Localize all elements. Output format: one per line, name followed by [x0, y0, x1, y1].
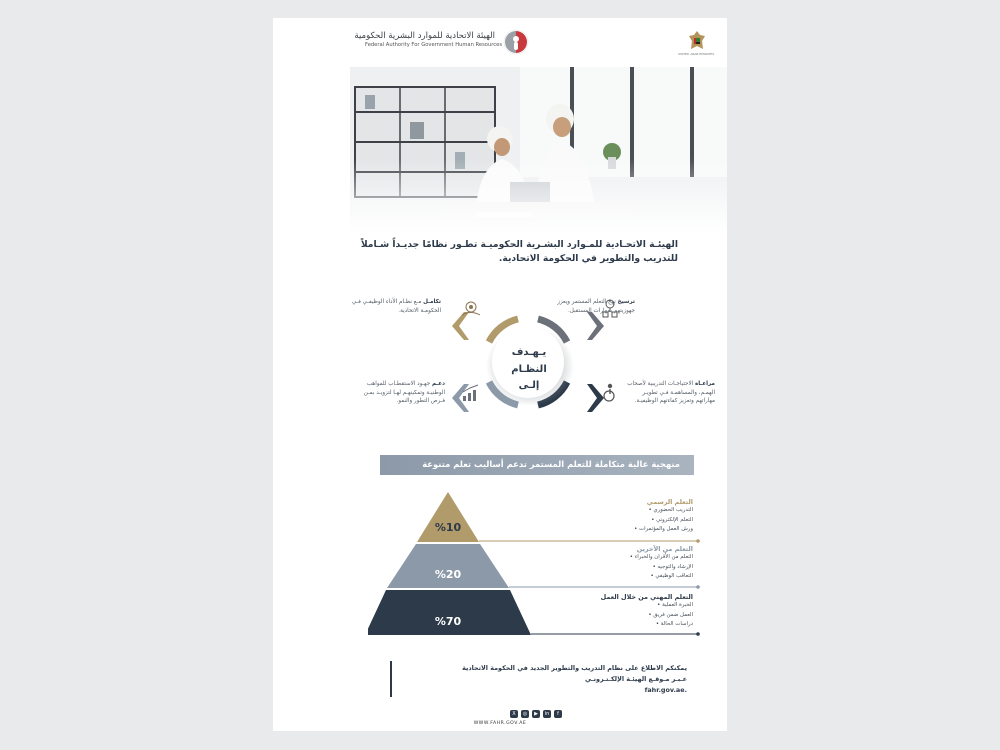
tier-title: التعلم المهني من خلال العمل — [600, 593, 693, 601]
list-item: التدريب الحضوري • — [573, 506, 693, 516]
list-item: دراسات الحالة • — [573, 620, 693, 630]
tier-title: التعلم الرسمي — [646, 498, 693, 506]
goal-item-4: دعـم جهـود الاستقطـاب للمواهب الوطنيـة وتمكينهـم لهـا لتزويـد بمـن فـرص التطور والنمو. — [363, 381, 445, 405]
facebook-icon[interactable]: f — [554, 710, 562, 718]
youtube-icon[interactable]: ▶ — [532, 710, 540, 718]
footer-line-2: عـبـر مـوقـع الهيئـة الإلكـتـرونـي — [584, 675, 687, 683]
pyramid-tier-bottom — [368, 590, 531, 635]
handshake-gear-icon — [460, 298, 482, 320]
org-name-english: Federal Authority For Government Human Resources — [365, 42, 503, 48]
list-item: الإرشاد والتوجيه • — [573, 563, 693, 573]
tier-percent-10: %10 — [434, 521, 462, 534]
goal-item-3: مراعـاة الاحتياجـات التدريبية لأصحاب الهمـم، والمساهمـة فـي تطويـر مهاراتهم وتعزيز كفاءتهم الوظيفيـة. — [627, 381, 715, 405]
linkedin-icon[interactable]: in — [544, 711, 550, 717]
headline — [353, 238, 678, 267]
office-photo — [350, 67, 727, 233]
tier-title: التعلم من الآخرين — [636, 545, 693, 553]
footer-site-link[interactable]: fahr.gov.ae. — [644, 686, 687, 694]
headline-line-1: الهيئـة الاتحـادية للمـوارد البشـرية الحكوميـة تطـور نظامًا جديـداً شـاملاً — [360, 239, 678, 250]
tier-percent-70: %70 — [434, 615, 462, 628]
goal-item-2: تكامـل مـع نظـام الأداء الوظيفـي فـي الحكومـة الاتحادية. — [351, 299, 441, 314]
tier-percent-20: %20 — [434, 568, 462, 581]
infographic-page — [273, 18, 727, 731]
fahr-logo-icon — [503, 29, 529, 55]
footer-divider — [390, 661, 392, 697]
tier-social — [573, 545, 693, 582]
goal-center-text: يـهـدف النظـام إلـى — [511, 347, 547, 391]
accessibility-icon — [599, 382, 621, 404]
footer-line-1: يمكنكم الاطلاع على نظام التدريب والتطوير الجديد في الحكومة الاتحادية — [462, 664, 687, 672]
uae-emblem-icon — [687, 30, 707, 52]
growth-chart-icon — [460, 382, 482, 404]
list-item: التعلم من الأقران والخبراء • — [573, 553, 693, 563]
social-icons — [510, 710, 562, 718]
x-icon[interactable]: X — [510, 710, 518, 718]
goal-item-1: ترسيخ نهج التعلم المستمر ويعزز جهوزيتهم بمهارات المستقبل. — [557, 299, 635, 314]
list-item: الخبرة العملية • — [573, 601, 693, 611]
list-item: العمل ضمن فريق • — [573, 611, 693, 621]
headline-line-2: للتدريب والتطوير في الحكومة الاتحادية. — [498, 253, 678, 265]
org-name-arabic: الهيئة الاتحادية للموارد البشرية الحكومية — [354, 31, 495, 41]
pyramid-tier-top — [417, 492, 479, 542]
tier-experiential — [573, 593, 693, 630]
pyramid-tier-middle — [387, 544, 509, 588]
tier-formal — [573, 498, 693, 535]
list-item: التعلم الإلكتروني • — [573, 516, 693, 526]
list-item: التعاقب الوظيفي • — [573, 572, 693, 582]
instagram-icon[interactable]: ◎ — [522, 711, 528, 717]
list-item: ورش العمل والمؤتمرات • — [573, 525, 693, 535]
website-url[interactable]: WWW.FAHR.GOV.AE — [473, 721, 527, 726]
methodology-banner-text: منهجية عالية متكاملة للتعلم المستمر تدعم أساليب تعلم متنوعة — [422, 459, 680, 469]
emblem-caption: UNITED ARAB EMIRATES — [678, 52, 715, 56]
footer-message — [397, 664, 687, 694]
